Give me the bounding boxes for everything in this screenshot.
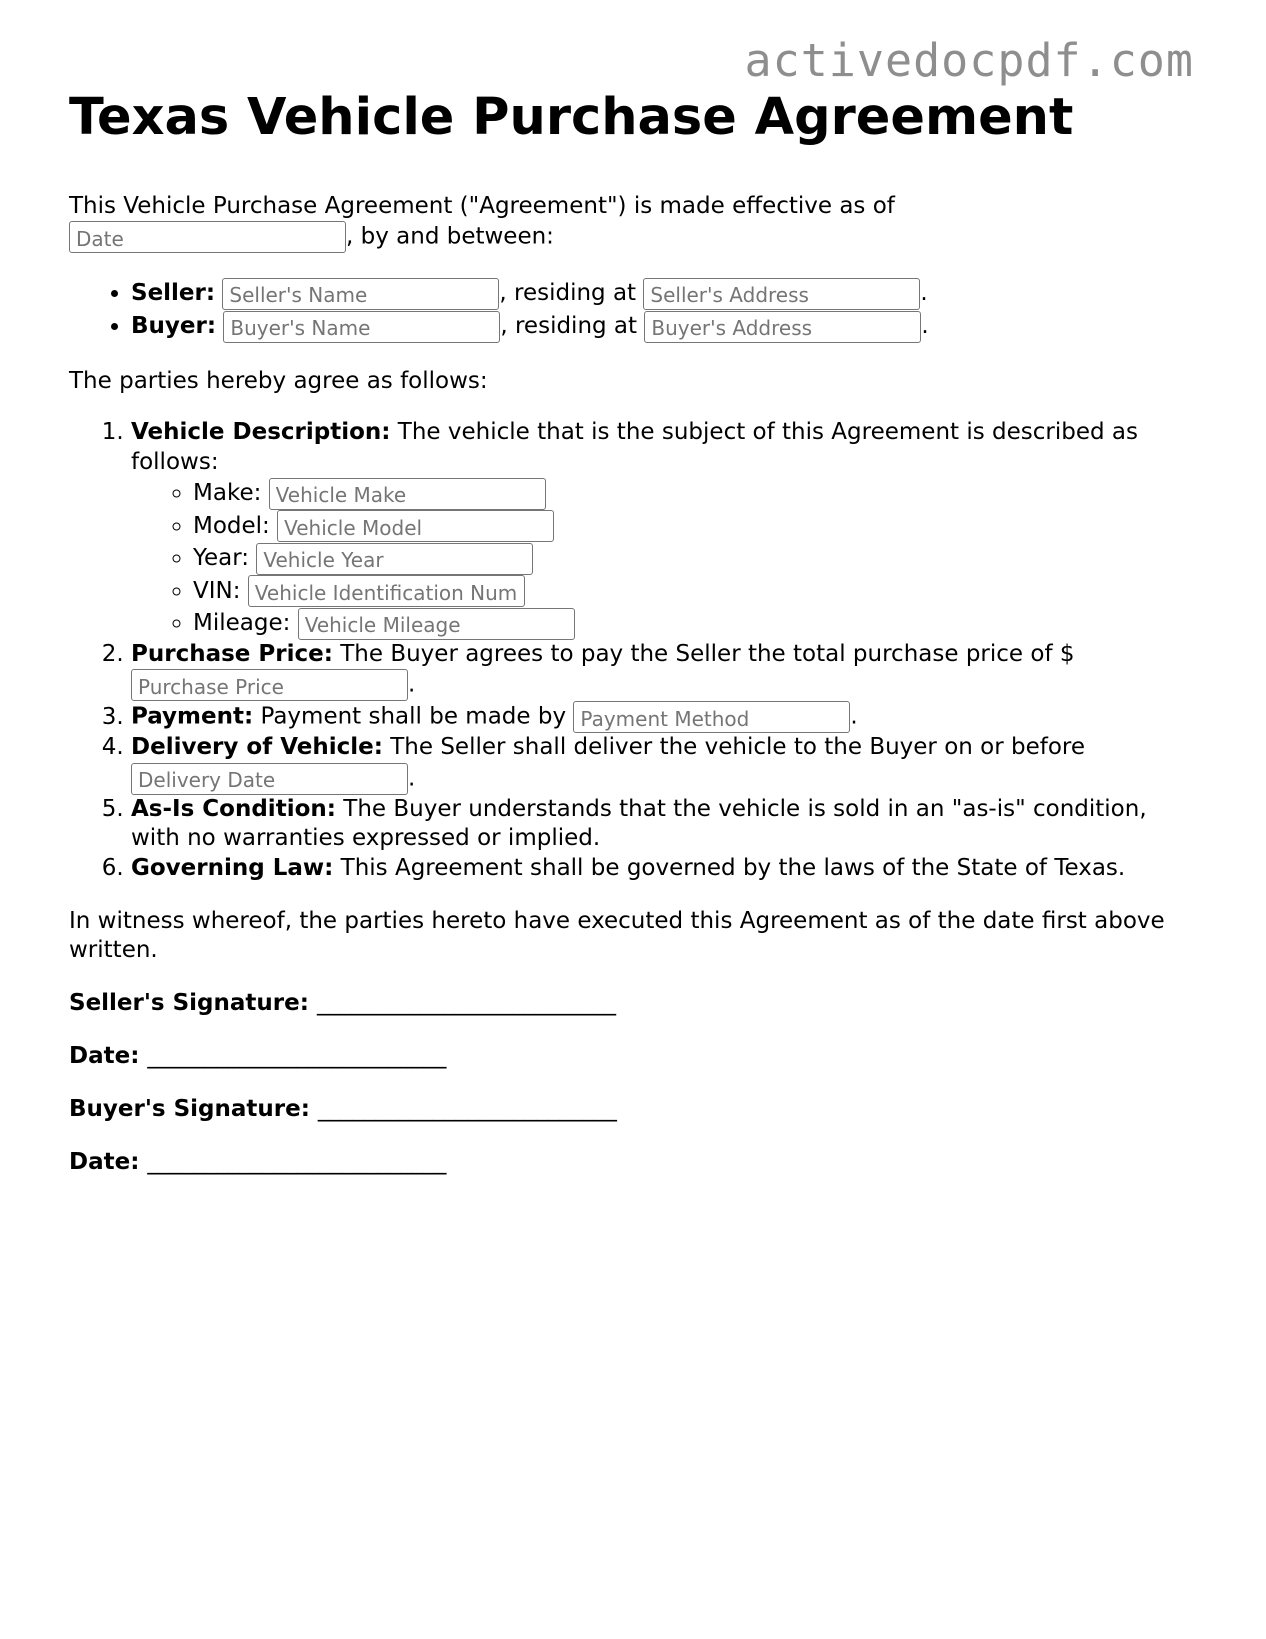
buyer-date-label: Date:	[69, 1149, 140, 1175]
purchase-price-label: Purchase Price:	[131, 640, 333, 667]
vehicle-model-label: Model:	[193, 512, 270, 539]
vehicle-mileage-item	[193, 607, 1159, 640]
watermark: activedocpdf.com	[744, 34, 1194, 87]
vehicle-fields-list	[131, 477, 1159, 640]
term-as-is-condition	[131, 795, 1189, 854]
buyer-signature-label: Buyer's Signature:	[69, 1096, 310, 1122]
buyer-label: Buyer:	[131, 313, 217, 339]
purchase-price-period: .	[408, 671, 416, 698]
term-payment	[131, 701, 1189, 733]
vehicle-vin-item	[193, 575, 1159, 608]
vehicle-mileage-label: Mileage:	[193, 610, 291, 636]
buyer-date-blank: __________________________	[147, 1149, 447, 1175]
delivery-label: Delivery of Vehicle:	[131, 734, 383, 760]
seller-signature-label: Seller's Signature:	[69, 990, 309, 1016]
vehicle-model-item	[193, 510, 1159, 543]
payment-text: Payment shall be made by	[253, 703, 567, 730]
governing-law-text: This Agreement shall be governed by the laws of the State of Texas.	[333, 854, 1126, 881]
seller-signature-blank: __________________________	[316, 990, 616, 1016]
term-delivery	[131, 733, 1189, 795]
term-governing-law	[131, 854, 1189, 884]
vehicle-year-item	[193, 542, 1159, 575]
intro-paragraph	[69, 192, 1189, 253]
seller-signature-line	[69, 989, 1189, 1018]
vehicle-vin-input[interactable]	[248, 575, 525, 607]
seller-date-line	[69, 1042, 1189, 1071]
vehicle-description-label: Vehicle Description:	[131, 419, 391, 445]
seller-date-blank: __________________________	[147, 1043, 447, 1069]
buyer-signature-line	[69, 1095, 1189, 1124]
buyer-residing-text: , residing at	[500, 313, 638, 339]
vehicle-make-item	[193, 477, 1159, 510]
buyer-name-input[interactable]	[223, 311, 500, 343]
intro-text: This Vehicle Purchase Agreement ("Agreement") is made effective as of	[69, 193, 895, 219]
term-purchase-price	[131, 640, 1189, 702]
vehicle-mileage-input[interactable]	[298, 608, 575, 640]
payment-period: .	[850, 703, 858, 730]
buyer-date-line	[69, 1148, 1189, 1177]
agreement-document	[69, 88, 1189, 1177]
seller-date-label: Date:	[69, 1043, 140, 1069]
as-is-text: The Buyer understands that the vehicle is sold in an "as-is" condition, with no warranties expressed or implied.	[131, 795, 1147, 851]
vehicle-year-input[interactable]	[256, 543, 533, 575]
delivery-date-input[interactable]	[131, 763, 408, 795]
vehicle-description-text: The vehicle that is the subject of this Agreement is described as follows:	[131, 419, 1138, 475]
terms-list	[69, 418, 1189, 883]
seller-period: .	[920, 280, 928, 306]
purchase-price-text: The Buyer agrees to pay the Seller the total purchase price of $	[332, 640, 1075, 667]
vehicle-model-input[interactable]	[277, 510, 554, 542]
vehicle-make-input[interactable]	[269, 478, 546, 510]
vehicle-vin-label: VIN:	[193, 577, 241, 604]
agree-paragraph: The parties hereby agree as follows:	[69, 368, 488, 394]
party-item-seller	[131, 277, 1189, 310]
seller-residing-text: , residing at	[499, 280, 637, 306]
page-title: Texas Vehicle Purchase Agreement	[69, 88, 1074, 147]
purchase-price-input[interactable]	[131, 669, 408, 701]
vehicle-make-label: Make:	[193, 480, 262, 506]
seller-name-input[interactable]	[222, 278, 499, 310]
seller-address-input[interactable]	[643, 278, 920, 310]
term-vehicle-description	[131, 418, 1189, 640]
effective-date-input[interactable]	[69, 221, 346, 253]
vehicle-year-label: Year:	[193, 545, 250, 571]
buyer-address-input[interactable]	[644, 311, 921, 343]
delivery-text: The Seller shall deliver the vehicle to the Buyer on or before	[382, 734, 1086, 760]
payment-method-input[interactable]	[573, 701, 850, 733]
buyer-period: .	[921, 313, 929, 339]
intro-suffix: , by and between:	[346, 223, 554, 250]
party-item-buyer	[131, 310, 1189, 343]
payment-label: Payment:	[131, 703, 254, 730]
as-is-label: As-Is Condition:	[131, 795, 336, 822]
witness-paragraph: In witness whereof, the parties hereto have executed this Agreement as of the date first above written.	[69, 908, 1165, 963]
seller-label: Seller:	[131, 280, 216, 306]
buyer-signature-blank: __________________________	[317, 1096, 617, 1122]
parties-list	[69, 277, 1189, 343]
delivery-period: .	[408, 765, 416, 791]
governing-law-label: Governing Law:	[131, 854, 334, 881]
